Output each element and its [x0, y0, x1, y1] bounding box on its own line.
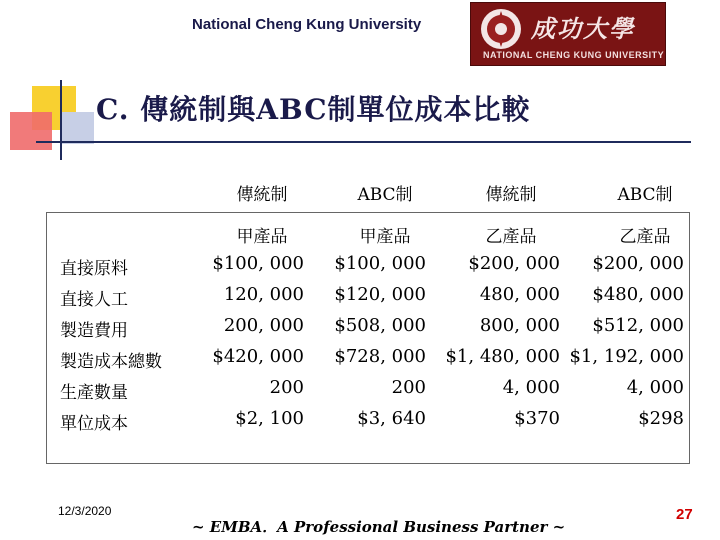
column-product-3: 乙產品	[485, 227, 537, 247]
table-cell: $100, 000	[212, 253, 304, 274]
table-cell: 200, 000	[223, 315, 304, 336]
table-cell: $200, 000	[592, 253, 684, 274]
table-cell: 4, 000	[626, 377, 684, 398]
table-cell: $512, 000	[592, 315, 684, 336]
decor-horizontal-line	[36, 141, 691, 143]
row-label: 製造費用	[60, 321, 128, 341]
university-seal-icon	[475, 6, 527, 52]
decor-square-blue	[62, 112, 94, 144]
row-label: 直接人工	[60, 290, 128, 310]
table-cell: $1, 192, 000	[569, 346, 684, 367]
table-cell: $1, 480, 000	[445, 346, 560, 367]
table-cell: $120, 000	[334, 284, 426, 305]
column-product-1: 甲產品	[236, 227, 288, 247]
ncku-logo	[470, 2, 666, 66]
table-cell: 120, 000	[223, 284, 304, 305]
table-cell: 200	[269, 377, 304, 398]
decor-vertical-line	[60, 80, 62, 160]
table-cell: 4, 000	[502, 377, 560, 398]
table-cell: $3, 640	[357, 408, 426, 429]
column-method-3: 傳統制	[485, 185, 537, 205]
footer-tagline: ~ EMBA．A Professional Business Partner ~	[192, 518, 566, 536]
table-cell: $420, 000	[212, 346, 304, 367]
table-cell: $2, 100	[235, 408, 304, 429]
column-method-1: 傳統制	[236, 185, 288, 205]
column-method-2: ABC制	[357, 185, 413, 205]
slide-title: C. 傳統制與ABC制單位成本比較	[96, 93, 531, 126]
table-cell: $200, 000	[468, 253, 560, 274]
column-product-4: 乙產品	[619, 227, 671, 247]
table-cell: $480, 000	[592, 284, 684, 305]
row-label: 直接原料	[60, 259, 128, 279]
table-cell: $298	[638, 408, 684, 429]
table-cell: $728, 000	[334, 346, 426, 367]
decor-square-red	[10, 112, 52, 150]
page-number: 27	[676, 506, 693, 523]
column-method-4: ABC制	[617, 185, 673, 205]
table-cell: 200	[391, 377, 426, 398]
university-header: National Cheng Kung University	[192, 16, 422, 33]
logo-script-text: 成功大學	[531, 14, 635, 43]
column-product-2: 甲產品	[359, 227, 411, 247]
row-label: 生產數量	[60, 383, 128, 403]
slide-date: 12/3/2020	[58, 504, 112, 518]
table-cell: 480, 000	[479, 284, 560, 305]
table-cell: 800, 000	[479, 315, 560, 336]
row-label: 製造成本總數	[60, 352, 162, 372]
table-cell: $100, 000	[334, 253, 426, 274]
logo-caption: NATIONAL CHENG KUNG UNIVERSITY	[483, 50, 665, 60]
table-cell: $508, 000	[334, 315, 426, 336]
row-label: 單位成本	[60, 414, 128, 434]
table-cell: $370	[514, 408, 560, 429]
